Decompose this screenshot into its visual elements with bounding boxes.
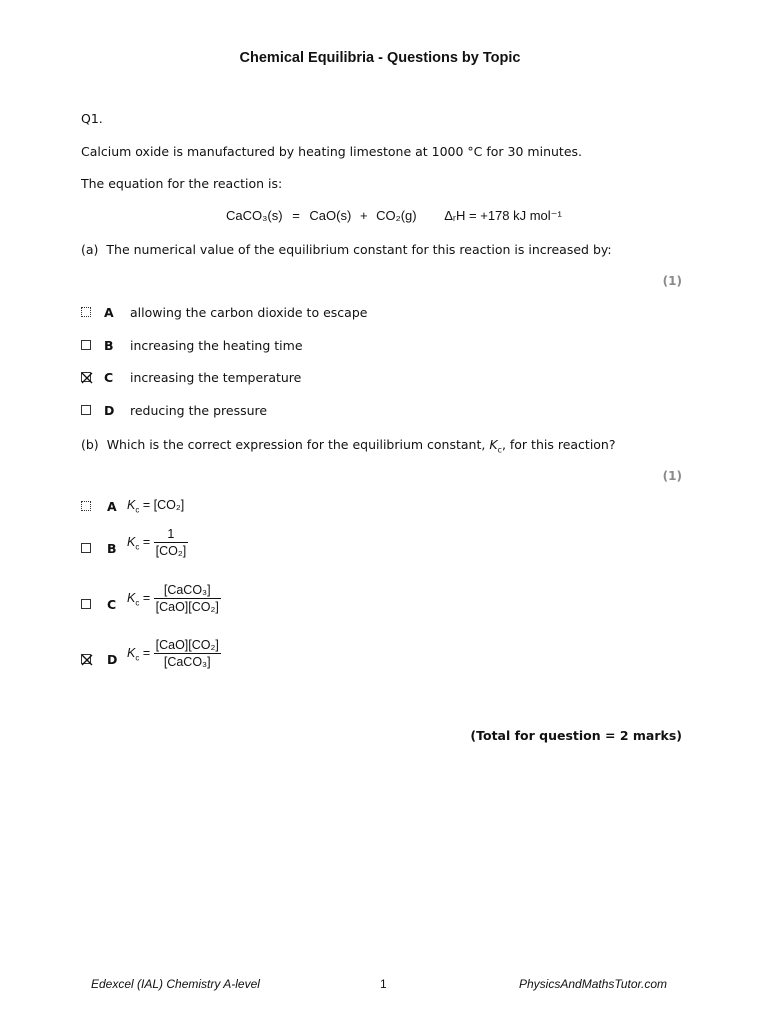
kc-fraction	[154, 583, 221, 614]
footer-page-number: 1	[380, 977, 387, 991]
kc-fraction	[154, 527, 189, 558]
part-a-marks: (1)	[662, 274, 682, 288]
expression-option-b-formula	[127, 527, 188, 558]
equation-plus: +	[359, 208, 368, 223]
reaction-equation	[226, 208, 562, 224]
kc-subscript: c	[135, 598, 140, 608]
kc-subscript: c	[135, 505, 140, 515]
expression-option-c-letter: C	[107, 597, 117, 612]
kc-expression: [CO₂]	[153, 498, 185, 512]
option-a-text: allowing the carbon dioxide to escape	[130, 305, 368, 320]
expression-option-d-formula	[127, 638, 221, 669]
kc-subscript: c	[135, 542, 140, 552]
equation-reactant: CaCO₃(s)	[226, 208, 283, 223]
kc-symbol: K	[127, 498, 136, 512]
part-a-text: The numerical value of the equilibrium constant for this reaction is increased by:	[106, 242, 612, 257]
option-c-letter: C	[104, 370, 114, 385]
kc-equals: =	[142, 498, 151, 512]
part-a-question	[81, 242, 612, 257]
expression-option-d-letter: D	[107, 652, 118, 667]
option-d-text: reducing the pressure	[130, 403, 268, 418]
option-a-letter: A	[104, 305, 114, 320]
option-d-letter: D	[104, 403, 115, 418]
kc-equals: =	[142, 645, 151, 660]
option-c-text: increasing the temperature	[130, 370, 302, 385]
part-b-marks: (1)	[662, 469, 682, 483]
part-b-text-pre: Which is the correct expression for the equilibrium constant,	[106, 437, 490, 452]
part-b-question	[81, 437, 616, 455]
expression-option-d-checkbox[interactable]	[81, 654, 91, 664]
expression-option-c-checkbox[interactable]	[81, 599, 91, 609]
kc-fraction	[154, 638, 221, 669]
check-cross-icon	[81, 372, 93, 384]
kc-denominator: [CaCO₃]	[163, 655, 211, 669]
kc-numerator: 1	[154, 527, 189, 543]
total-marks: (Total for question = 2 marks)	[470, 728, 682, 743]
expression-option-a-checkbox[interactable]	[81, 501, 91, 511]
kc-numerator: [CaO][CO₂]	[155, 638, 219, 652]
part-b-k-symbol: K	[489, 437, 498, 452]
option-b-text: increasing the heating time	[130, 338, 303, 353]
kc-symbol: K	[127, 534, 136, 549]
equation-product-1: CaO(s)	[309, 208, 352, 223]
part-b-text-post: , for this reaction?	[501, 437, 616, 452]
part-b-k-sub: c	[497, 445, 502, 455]
part-b-label: (b)	[81, 437, 99, 452]
equation-enthalpy: ΔᵣH = +178 kJ mol⁻¹	[444, 208, 562, 223]
page-title: Chemical Equilibria - Questions by Topic	[239, 50, 521, 66]
equation-product-2: CO₂(g)	[376, 208, 417, 223]
kc-symbol: K	[127, 590, 136, 605]
option-a-checkbox[interactable]	[81, 307, 91, 317]
equation-equals: =	[292, 208, 300, 223]
expression-option-a-formula	[127, 498, 184, 515]
part-a-label: (a)	[81, 242, 99, 257]
kc-subscript: c	[135, 653, 140, 663]
expression-option-b-letter: B	[107, 541, 117, 556]
expression-option-b-checkbox[interactable]	[81, 543, 91, 553]
option-c-checkbox[interactable]	[81, 372, 91, 382]
option-b-checkbox[interactable]	[81, 340, 91, 350]
question-intro: Calcium oxide is manufactured by heating limestone at 1000 °C for 30 minutes.	[81, 144, 582, 159]
question-number: Q1.	[81, 111, 103, 126]
kc-equals: =	[142, 590, 151, 605]
kc-equals: =	[142, 534, 151, 549]
kc-denominator: [CO₂]	[155, 544, 187, 558]
equation-intro: The equation for the reaction is:	[81, 176, 283, 191]
expression-option-a-letter: A	[107, 499, 117, 514]
footer-right: PhysicsAndMathsTutor.com	[519, 977, 668, 991]
expression-option-c-formula	[127, 583, 221, 614]
kc-denominator: [CaO][CO₂]	[155, 600, 219, 614]
option-d-checkbox[interactable]	[81, 405, 91, 415]
footer-left: Edexcel (IAL) Chemistry A-level	[91, 977, 260, 991]
kc-numerator: [CaCO₃]	[154, 583, 221, 599]
option-b-letter: B	[104, 338, 114, 353]
check-cross-icon	[81, 654, 93, 666]
kc-symbol: K	[127, 645, 136, 660]
